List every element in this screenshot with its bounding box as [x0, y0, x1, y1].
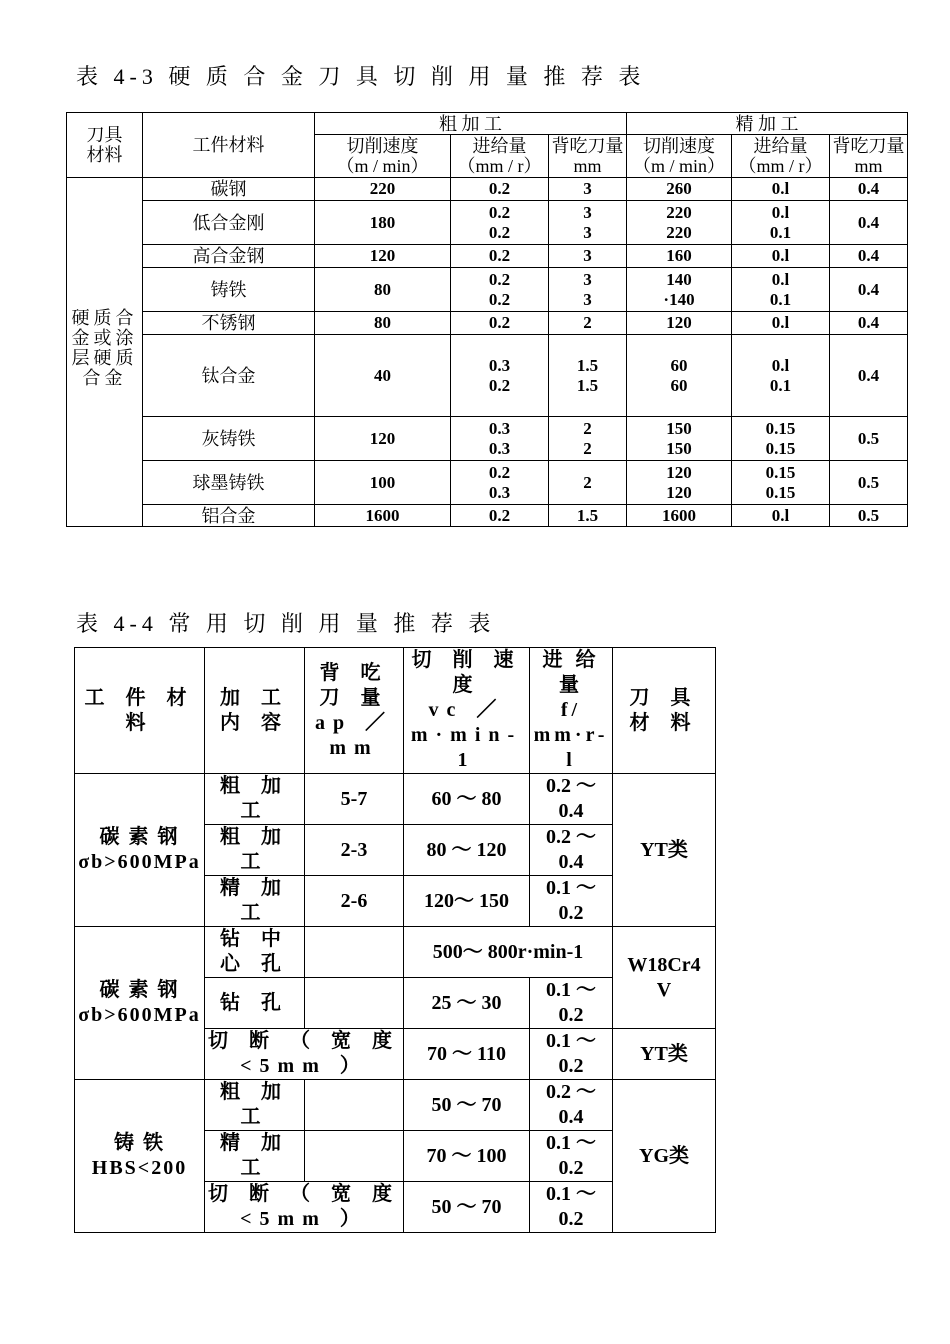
value-cell: 120	[315, 417, 451, 461]
value-cell: 1.5 1.5	[549, 335, 627, 417]
depth-cell: 2-3	[305, 825, 404, 876]
value-cell: 140 ·140	[627, 268, 732, 312]
value-cell: 2	[549, 312, 627, 335]
value-cell: 0.l 0.1	[732, 335, 830, 417]
table-row	[67, 201, 908, 245]
header-rough: 粗 加 工	[315, 113, 627, 135]
process-cell: 钻 孔	[205, 978, 305, 1029]
value-cell: 0.l	[732, 178, 830, 201]
tool-group-label: 硬质合 金或涂 层硬质 合金	[67, 178, 143, 527]
process-cell: 切 断 （ 宽 度 <5mm ）	[205, 1029, 404, 1080]
tool-cell: YT类	[613, 1029, 716, 1080]
table-4-4-caption: 表 4-4 常 用 切 削 用 量 推 荐 表	[76, 611, 496, 636]
feed-cell: 0.2 ～ 0.4	[530, 825, 613, 876]
value-cell: 0.l	[732, 312, 830, 335]
header-tool: 刀 具 材 料	[613, 648, 716, 774]
value-cell: 0.4	[830, 178, 908, 201]
group-material: 铸 铁 HBS<200	[75, 1080, 205, 1233]
value-cell: 2	[549, 461, 627, 505]
process-cell: 钻 中 心 孔	[205, 927, 305, 978]
depth-cell	[305, 927, 404, 978]
table-row	[67, 505, 908, 527]
depth-cell: 2-6	[305, 876, 404, 927]
table-4-3	[66, 112, 908, 527]
header-feed: 进 给 量 f/ mm·r-l	[530, 648, 613, 774]
table-4-3-caption: 表 4-3 硬 质 合 金 刀 具 切 削 用 量 推 荐 表	[76, 64, 646, 89]
value-cell: 40	[315, 335, 451, 417]
tool-cell: YG类	[613, 1080, 716, 1233]
value-cell: 2 2	[549, 417, 627, 461]
value-cell: 1600	[627, 505, 732, 527]
value-cell: 3 3	[549, 268, 627, 312]
value-cell: 120 120	[627, 461, 732, 505]
header-finish-speed: 切削速度 （m / min）	[627, 135, 732, 178]
value-cell: 0.15 0.15	[732, 417, 830, 461]
feed-cell: 0.1 ～ 0.2	[530, 1182, 613, 1233]
value-cell: 0.5	[830, 505, 908, 527]
material-cell: 铝合金	[143, 505, 315, 527]
table-row	[67, 245, 908, 268]
tool-cell: W18Cr4 V	[613, 927, 716, 1029]
value-cell: 0.4	[830, 312, 908, 335]
value-cell: 3	[549, 178, 627, 201]
speed-cell: 70 ～ 100	[404, 1131, 530, 1182]
speed-cell: 60 ～ 80	[404, 774, 530, 825]
value-cell: 0.5	[830, 417, 908, 461]
table-row	[67, 268, 908, 312]
value-cell: 0.4	[830, 268, 908, 312]
header-rough-feed: 进给量 （mm / r）	[451, 135, 549, 178]
value-cell: 120	[627, 312, 732, 335]
group-material: 碳 素 钢 σb>600MPa	[75, 927, 205, 1080]
value-cell: 100	[315, 461, 451, 505]
table-row	[75, 774, 716, 825]
value-cell: 0.5	[830, 461, 908, 505]
header-finish: 精 加 工	[627, 113, 908, 135]
value-cell: 0.4	[830, 245, 908, 268]
speed-cell: 50 ～ 70	[404, 1080, 530, 1131]
process-cell: 粗 加 工	[205, 774, 305, 825]
header-speed: 切 削 速 度 vc ／ m·min-1	[404, 648, 530, 774]
value-cell: 0.4	[830, 201, 908, 245]
material-cell: 灰铸铁	[143, 417, 315, 461]
value-cell: 160	[627, 245, 732, 268]
speed-cell: 25 ～ 30	[404, 978, 530, 1029]
value-cell: 80	[315, 268, 451, 312]
header-work-material: 工件材料	[143, 113, 315, 178]
material-cell: 钛合金	[143, 335, 315, 417]
table-4-4	[74, 647, 716, 1233]
feed-cell: 0.2 ～ 0.4	[530, 1080, 613, 1131]
feed-cell: 0.1 ～ 0.2	[530, 978, 613, 1029]
value-cell: 0.2	[451, 312, 549, 335]
table-row	[67, 312, 908, 335]
value-cell: 1.5	[549, 505, 627, 527]
table-row	[75, 1080, 716, 1131]
header-process: 加 工 内 容	[205, 648, 305, 774]
tool-cell: YT类	[613, 774, 716, 927]
value-cell: 0.2 0.2	[451, 268, 549, 312]
value-cell: 0.4	[830, 335, 908, 417]
speed-cell: 120～ 150	[404, 876, 530, 927]
value-cell: 0.2 0.3	[451, 461, 549, 505]
value-cell: 220 220	[627, 201, 732, 245]
value-cell: 0.l 0.1	[732, 201, 830, 245]
speed-cell: 50 ～ 70	[404, 1182, 530, 1233]
material-cell: 低合金刚	[143, 201, 315, 245]
table-row	[67, 178, 908, 201]
value-cell: 0.2 0.2	[451, 201, 549, 245]
value-cell: 60 60	[627, 335, 732, 417]
table-row	[75, 927, 716, 978]
process-cell: 粗 加 工	[205, 825, 305, 876]
value-cell: 220	[315, 178, 451, 201]
depth-cell	[305, 1080, 404, 1131]
feed-cell: 0.2 ～ 0.4	[530, 774, 613, 825]
header-tool-material: 刀具 材料	[67, 113, 143, 178]
header-finish-depth: 背吃刀量 mm	[830, 135, 908, 178]
material-cell: 高合金钢	[143, 245, 315, 268]
value-cell: 0.3 0.3	[451, 417, 549, 461]
table-row	[67, 417, 908, 461]
speed-cell: 70 ～ 110	[404, 1029, 530, 1080]
feed-cell: 0.1 ～ 0.2	[530, 1029, 613, 1080]
value-cell: 120	[315, 245, 451, 268]
process-cell: 精 加 工	[205, 876, 305, 927]
speed-cell: 500～ 800r·min-1	[404, 927, 613, 978]
process-cell: 切 断 （ 宽 度 <5mm ）	[205, 1182, 404, 1233]
value-cell: 0.2	[451, 505, 549, 527]
value-cell: 0.2	[451, 178, 549, 201]
header-rough-speed: 切削速度 （m / min）	[315, 135, 451, 178]
table-row	[67, 461, 908, 505]
material-cell: 碳钢	[143, 178, 315, 201]
value-cell: 0.l	[732, 245, 830, 268]
header-rough-depth: 背吃刀量 mm	[549, 135, 627, 178]
process-cell: 粗 加 工	[205, 1080, 305, 1131]
value-cell: 0.2	[451, 245, 549, 268]
header-work-material: 工 件 材 料	[75, 648, 205, 774]
table-row	[67, 335, 908, 417]
feed-cell: 0.1 ～ 0.2	[530, 876, 613, 927]
header-depth: 背 吃 刀 量 ap ／ mm	[305, 648, 404, 774]
speed-cell: 80 ～ 120	[404, 825, 530, 876]
material-cell: 球墨铸铁	[143, 461, 315, 505]
value-cell: 0.15 0.15	[732, 461, 830, 505]
value-cell: 150 150	[627, 417, 732, 461]
value-cell: 80	[315, 312, 451, 335]
depth-cell	[305, 1131, 404, 1182]
value-cell: 3 3	[549, 201, 627, 245]
value-cell: 0.l	[732, 505, 830, 527]
value-cell: 0.l 0.1	[732, 268, 830, 312]
value-cell: 0.3 0.2	[451, 335, 549, 417]
header-finish-feed: 进给量 （mm / r）	[732, 135, 830, 178]
material-cell: 铸铁	[143, 268, 315, 312]
value-cell: 3	[549, 245, 627, 268]
depth-cell	[305, 978, 404, 1029]
value-cell: 1600	[315, 505, 451, 527]
depth-cell: 5-7	[305, 774, 404, 825]
value-cell: 260	[627, 178, 732, 201]
group-material: 碳 素 钢 σb>600MPa	[75, 774, 205, 927]
material-cell: 不锈钢	[143, 312, 315, 335]
feed-cell: 0.1 ～ 0.2	[530, 1131, 613, 1182]
value-cell: 180	[315, 201, 451, 245]
process-cell: 精 加 工	[205, 1131, 305, 1182]
